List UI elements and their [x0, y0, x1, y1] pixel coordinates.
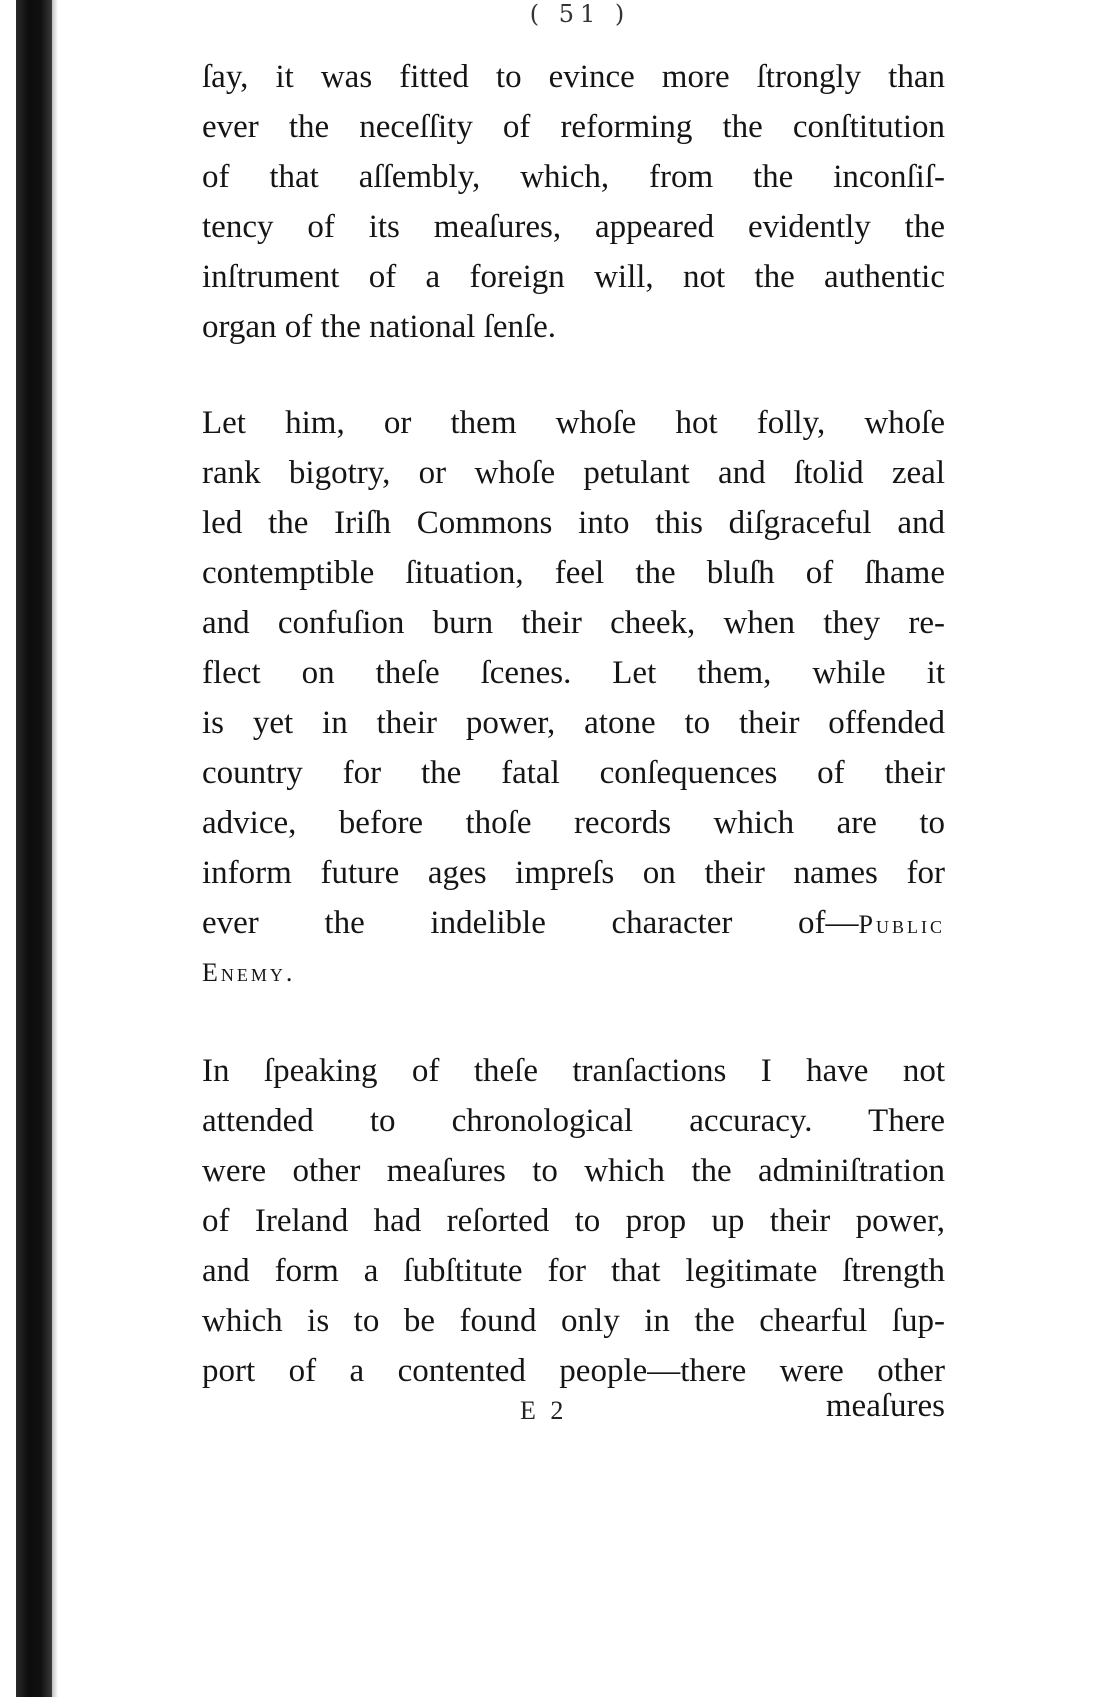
text-line: of that aſſembly, which, from the inconſiſ-	[202, 159, 945, 195]
text-line: rank bigotry, or whoſe petulant and ſtolid zeal	[202, 455, 945, 491]
text-line: ever the neceſſity of reforming the conſtitution	[202, 109, 945, 145]
paragraph-1	[202, 52, 945, 352]
text-line: In ſpeaking of theſe tranſactions I have not	[202, 1053, 945, 1089]
text-line: ſay, it was fitted to evince more ſtrongly than	[202, 59, 945, 95]
emphasis-enemy: Enemy.	[202, 958, 296, 987]
book-binding-edge	[16, 0, 52, 1697]
text-line: is yet in their power, atone to their offended	[202, 705, 945, 741]
text-line: tency of its meaſures, appeared evidently the	[202, 209, 945, 245]
text-line: and form a ſubſtitute for that legitimate ſtrength	[202, 1253, 945, 1289]
text-line: inform future ages impreſs on their names for	[202, 855, 945, 891]
text-line-with-emphasis	[202, 898, 945, 948]
page-number: ( 51 )	[529, 0, 631, 28]
text-line: Let him, or them whoſe hot folly, whoſe	[202, 405, 945, 441]
text-line: inſtrument of a foreign will, not the authentic	[202, 259, 945, 295]
catchword: meaſures	[825, 1388, 945, 1424]
text-line: advice, before thoſe records which are to	[202, 805, 945, 841]
text-line: and confuſion burn their cheek, when they re-	[202, 605, 945, 641]
text-line: led the Iriſh Commons into this diſgraceful and	[202, 505, 945, 541]
text-line: port of a contented people—there were other	[202, 1353, 945, 1389]
text-line-part: ever the indelible character of—	[202, 905, 859, 941]
text-line: of Ireland had reſorted to prop up their power,	[202, 1203, 945, 1239]
text-line: organ of the national ſenſe.	[202, 309, 557, 345]
paragraph-3	[202, 1046, 945, 1396]
binding-shadow	[52, 0, 58, 1697]
text-line: attended to chronological accuracy. There	[202, 1103, 945, 1139]
text-line: contemptible ſituation, feel the bluſh of ſhame	[202, 555, 945, 591]
text-line: flect on theſe ſcenes. Let them, while it	[202, 655, 945, 691]
signature-mark: E 2	[520, 1396, 568, 1425]
paragraph-2	[202, 398, 945, 998]
text-line: country for the fatal conſequences of their	[202, 755, 945, 791]
text-line: which is to be found only in the chearful ſup-	[202, 1303, 945, 1339]
emphasis-public: Public	[858, 910, 945, 939]
text-line: were other meaſures to which the adminiſtration	[202, 1153, 945, 1189]
